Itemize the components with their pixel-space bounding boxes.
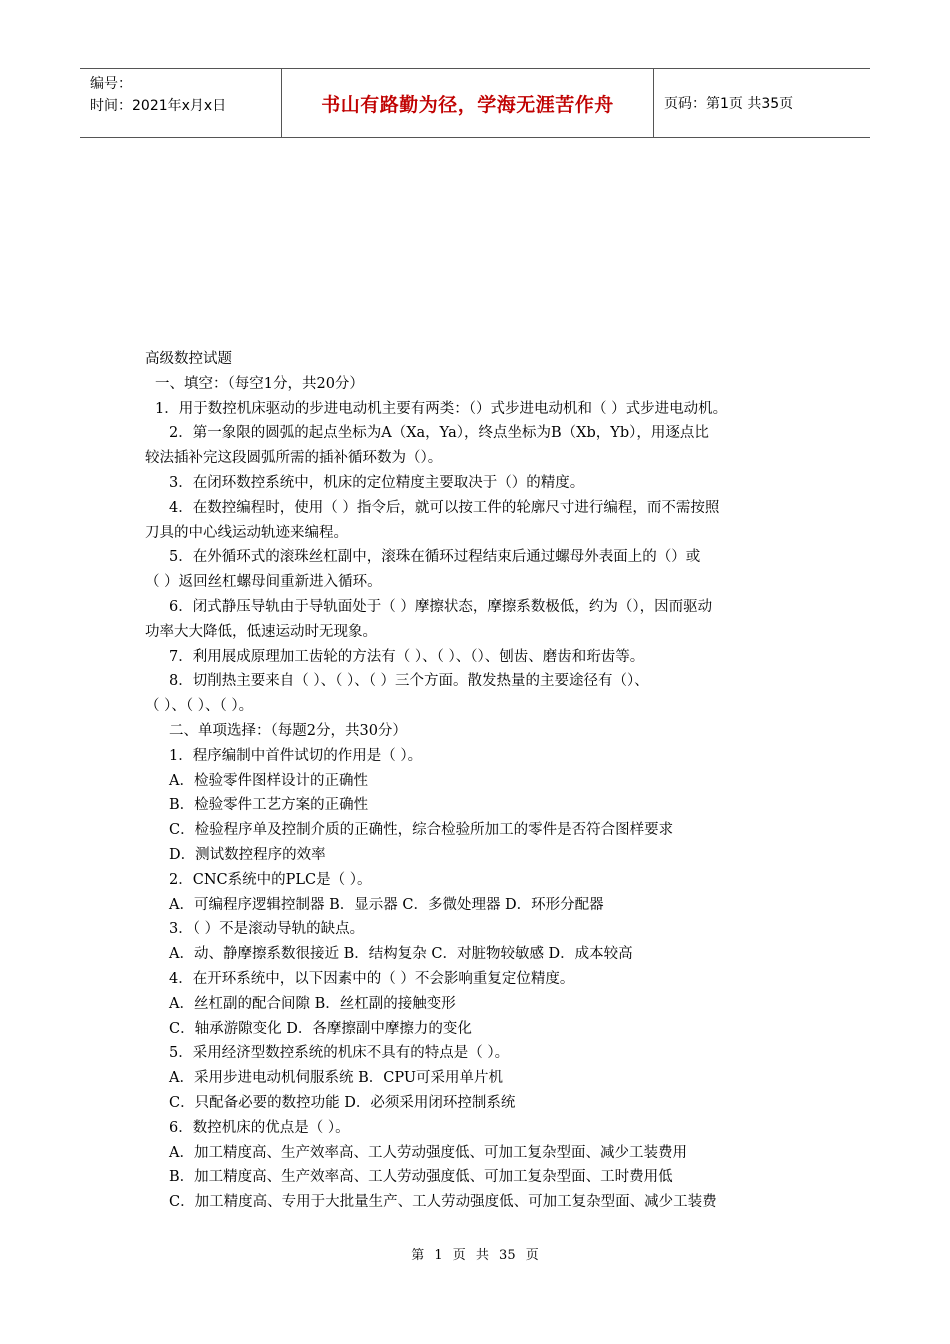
- fill-line: 4．在数控编程时，使用（ ）指令后，就可以按工件的轮廓尺寸进行编程，而不需按照: [169, 499, 720, 516]
- header-motto-cell: [282, 69, 654, 137]
- choice-line: A．加工精度高、生产效率高、工人劳动强度低、可加工复杂型面、减少工装费用: [169, 1144, 687, 1161]
- fill-line: 刀具的中心线运动轨迹来编程。: [145, 524, 348, 541]
- choice-line: A．丝杠副的配合间隙 B．丝杠副的接触变形: [169, 995, 456, 1012]
- choice-line: A．采用步进电动机伺服系统 B．CPU可采用单片机: [169, 1070, 504, 1087]
- choice-line: C．加工精度高、专用于大批量生产、工人劳动强度低、可加工复杂型面、减少工装费: [169, 1194, 717, 1211]
- header-page-cell: [654, 69, 870, 137]
- page-footer: 第 1 页 共 35 页: [411, 1248, 539, 1263]
- choice-line: 6．数控机床的优点是（ ）。: [169, 1119, 350, 1136]
- choice-line: C．轴承游隙变化 D．各摩擦副中摩擦力的变化: [169, 1020, 472, 1037]
- document-body: [145, 347, 815, 1215]
- fill-line: 1．用于数控机床驱动的步进电动机主要有两类：（）式步进电动机和（ ）式步进电动机。: [155, 400, 728, 417]
- choice-line: 3．（ ）不是滚动导轨的缺点。: [169, 921, 365, 938]
- fill-line: 5．在外循环式的滚珠丝杠副中，滚珠在循环过程结束后通过螺母外表面上的（）或: [169, 549, 701, 566]
- page-header: [80, 68, 870, 138]
- choice-line: A．检验零件图样设计的正确性: [169, 772, 368, 789]
- choice-line: C．只配备必要的数控功能 D．必须采用闭环控制系统: [169, 1094, 516, 1111]
- choice-line: 2．CNC系统中的PLC是（ ）。: [169, 871, 372, 888]
- choice-line: 4．在开环系统中，以下因素中的（ ）不会影响重复定位精度。: [169, 970, 575, 987]
- serial-label: 编号：: [90, 76, 132, 92]
- section-heading-choice: 二、单项选择：（每题2分，共30分）: [169, 722, 407, 739]
- fill-line: 3．在闭环数控系统中，机床的定位精度主要取决于（）的精度。: [169, 474, 585, 491]
- fill-line: 2．第一象限的圆弧的起点坐标为A（Xa，Ya），终点坐标为B（Xb，Yb），用逐点比: [169, 425, 709, 442]
- fill-line: 6．闭式静压导轨由于导轨面处于（ ）摩擦状态，摩擦系数极低，约为（），因而驱动: [169, 598, 713, 615]
- choice-line: 5．采用经济型数控系统的机床不具有的特点是（ ）。: [169, 1045, 510, 1062]
- choice-line: B．加工精度高、生产效率高、工人劳动强度低、可加工复杂型面、工时费用低: [169, 1169, 673, 1186]
- fill-line: （ ）、（ ）、（ ）。: [145, 698, 254, 715]
- fill-line: （ ）返回丝杠螺母间重新进入循环。: [145, 574, 382, 591]
- choice-line: A．动、静摩擦系数很接近 B．结构复杂 C．对脏物较敏感 D．成本较高: [169, 946, 633, 963]
- choice-line: 1．程序编制中首件试切的作用是（ ）。: [169, 747, 423, 764]
- page-label: 页码：第1页 共35页: [664, 96, 794, 112]
- choice-line: A．可编程序逻辑控制器 B．显示器 C．多微处理器 D．环形分配器: [169, 896, 604, 913]
- choice-line: B．检验零件工艺方案的正确性: [169, 797, 369, 814]
- fill-line: 7．利用展成原理加工齿轮的方法有（ ）、（ ）、（）、刨齿、磨齿和珩齿等。: [169, 648, 645, 665]
- section-heading-fill: 一、填空：（每空1分，共20分）: [155, 375, 364, 392]
- fill-line: 8．切削热主要来自（ ）、（ ）、（ ）三个方面。散发热量的主要途径有（）、: [169, 673, 649, 690]
- fill-line: 较法插补完这段圆弧所需的插补循环数为（）。: [145, 450, 443, 467]
- doc-title: 高级数控试题: [145, 351, 232, 367]
- date-label: 时间：2021年x月x日: [90, 98, 227, 114]
- choice-line: D．测试数控程序的效率: [169, 846, 326, 863]
- header-meta: [80, 69, 282, 137]
- choice-line: C．检验程序单及控制介质的正确性，综合检验所加工的零件是否符合图样要求: [169, 822, 674, 839]
- motto: 书山有路勤为径，学海无涯苦作舟: [321, 93, 614, 116]
- fill-line: 功率大大降低，低速运动时无现象。: [145, 623, 377, 640]
